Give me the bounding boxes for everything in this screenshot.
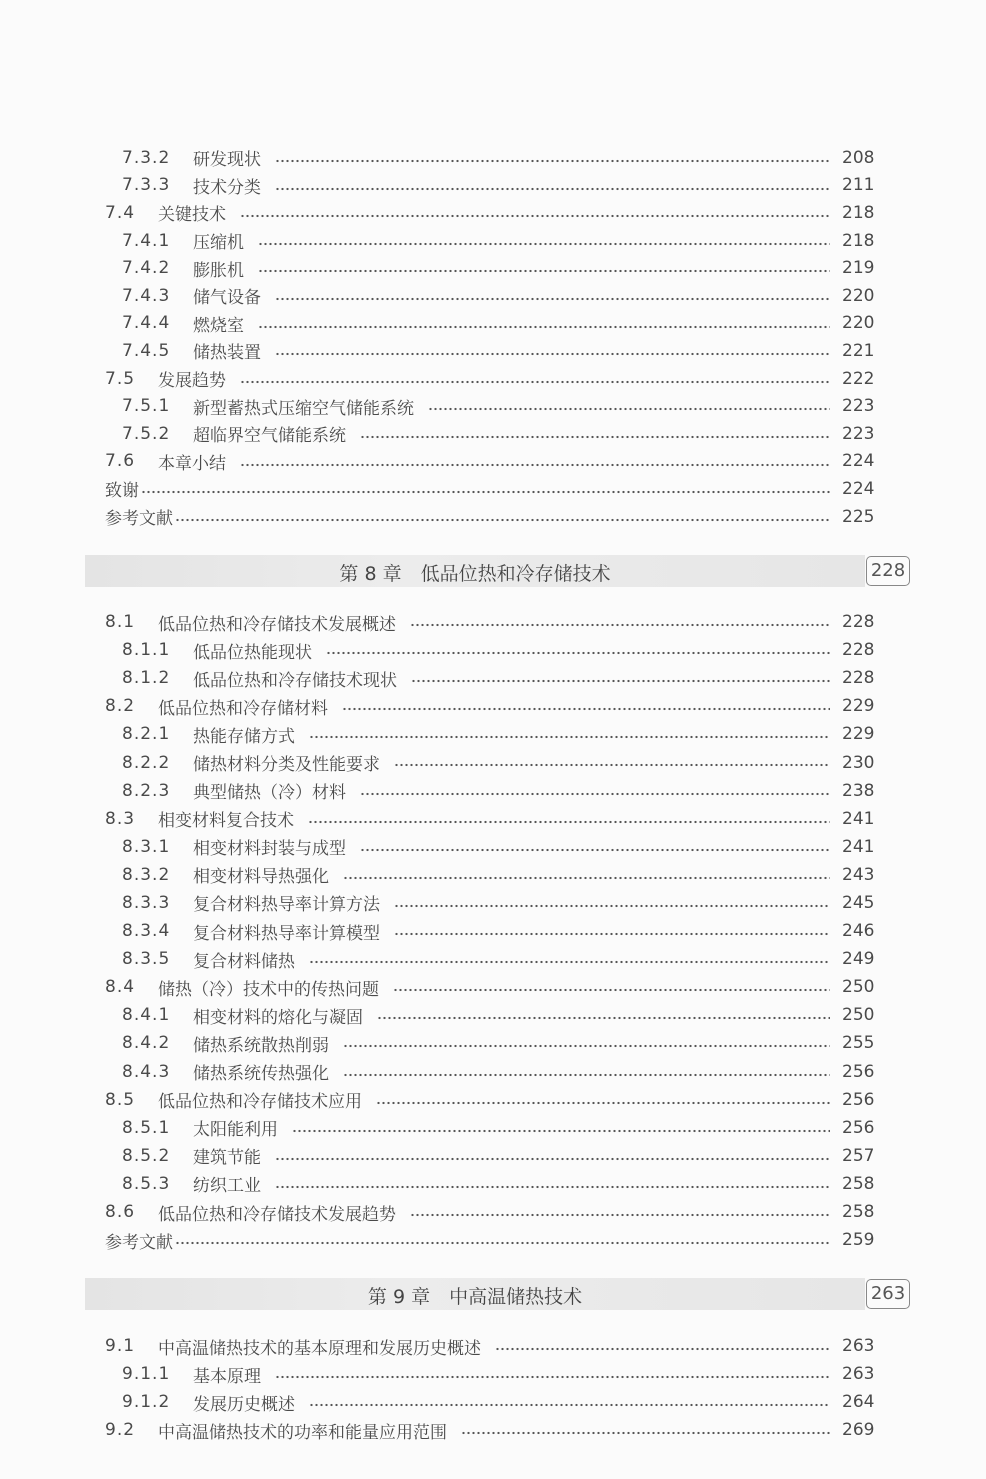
entry-title: 储气设备 (193, 288, 261, 309)
dot-leader (360, 848, 830, 852)
entry-number: 8.1.2 (122, 668, 171, 689)
dot-leader (326, 651, 830, 655)
entry-number: 7.5.1 (122, 396, 171, 417)
toc-entry[interactable] (0, 917, 986, 945)
entry-title: 低品位热和冷存储技术现状 (193, 670, 397, 691)
entry-page-number: 264 (842, 1392, 875, 1412)
entry-number: 8.5 (105, 1089, 136, 1110)
dot-leader (240, 214, 830, 218)
toc-entry[interactable] (0, 365, 986, 393)
entry-number: 8.3.3 (122, 892, 171, 913)
entry-page-number: 230 (842, 752, 875, 773)
dot-leader (410, 623, 830, 627)
dot-leader (309, 735, 830, 739)
toc-entry[interactable] (0, 1058, 986, 1086)
toc-entry[interactable] (0, 664, 986, 692)
entry-number: 9.2 (105, 1420, 136, 1440)
entry-page-number: 221 (842, 340, 875, 361)
toc-entry[interactable] (0, 448, 986, 476)
dot-leader (343, 876, 830, 880)
dot-leader (343, 1073, 830, 1077)
toc-entry[interactable] (0, 748, 986, 776)
entry-number: 7.6 (105, 451, 136, 472)
toc-entry[interactable] (0, 172, 986, 200)
toc-entry[interactable] (0, 1001, 986, 1029)
entry-page-number: 220 (842, 285, 875, 306)
entry-number: 8.2.3 (122, 780, 171, 801)
entry-number: 8.4.2 (122, 1033, 171, 1054)
entry-title: 相变材料复合技术 (158, 811, 294, 832)
toc-entry[interactable] (0, 636, 986, 664)
entry-page-number: 219 (842, 258, 875, 279)
entry-number: 7.5 (105, 368, 136, 389)
dot-leader (275, 352, 830, 356)
entry-title: 相变材料导热强化 (193, 867, 329, 888)
entry-page-number: 211 (842, 175, 875, 196)
toc-entry[interactable] (0, 254, 986, 282)
dot-leader (342, 707, 830, 711)
toc-entry[interactable] (0, 945, 986, 973)
entry-title: 低品位热能现状 (193, 642, 312, 663)
dot-leader (410, 1213, 830, 1217)
entry-number: 8.3.1 (122, 836, 171, 857)
toc-entry[interactable] (0, 1029, 986, 1057)
toc-entry[interactable] (0, 420, 986, 448)
entry-number: 8.6 (105, 1202, 136, 1223)
toc-entry[interactable] (0, 1416, 986, 1444)
entry-page-number: 257 (842, 1145, 875, 1166)
toc-entry[interactable] (0, 805, 986, 833)
dot-leader (394, 932, 830, 936)
toc-entry[interactable] (0, 282, 986, 310)
dot-leader (343, 1044, 830, 1048)
dot-leader (258, 269, 830, 273)
entry-number: 8.5.2 (122, 1145, 171, 1166)
entry-page-number: 241 (842, 808, 875, 829)
chapter-header (85, 1278, 865, 1310)
dot-leader (308, 820, 830, 824)
entry-title: 相变材料封装与成型 (193, 839, 346, 860)
dot-leader (495, 1347, 830, 1351)
dot-leader (240, 463, 830, 467)
toc-entry[interactable] (0, 777, 986, 805)
entry-number: 7.4.1 (122, 230, 171, 251)
toc-entry[interactable] (0, 144, 986, 172)
toc-entry[interactable] (0, 720, 986, 748)
entry-title: 低品位热和冷存储材料 (158, 698, 328, 719)
toc-entry[interactable] (0, 227, 986, 255)
entry-title: 燃烧室 (193, 315, 244, 336)
entry-page-number: 259 (842, 1230, 875, 1251)
entry-number: 7.5.2 (122, 423, 171, 444)
toc-entry[interactable] (0, 1226, 986, 1254)
toc-entry[interactable] (0, 1198, 986, 1226)
dot-leader (411, 679, 830, 683)
entry-page-number: 249 (842, 949, 875, 970)
entry-page-number: 243 (842, 864, 875, 885)
entry-number: 9.1.1 (122, 1364, 171, 1384)
dot-leader (275, 297, 830, 301)
entry-number: 8.3 (105, 808, 136, 829)
toc-entry[interactable] (0, 833, 986, 861)
dot-leader (394, 763, 830, 767)
entry-title: 研发现状 (193, 150, 261, 171)
entry-number: 8.4.1 (122, 1005, 171, 1026)
entry-number: 8.2 (105, 696, 136, 717)
toc-entry[interactable] (0, 1388, 986, 1416)
entry-title: 储热系统传热强化 (193, 1064, 329, 1085)
entry-page-number: 263 (842, 1336, 875, 1356)
dot-leader (376, 1101, 830, 1105)
entry-title: 低品位热和冷存储技术发展趋势 (158, 1204, 396, 1225)
entry-title: 新型蓄热式压缩空气储能系统 (193, 398, 414, 419)
toc-entry[interactable] (0, 973, 986, 1001)
toc-entry[interactable] (0, 199, 986, 227)
entry-title: 压缩机 (193, 233, 244, 254)
toc-entry[interactable] (0, 1170, 986, 1198)
chapter-title: 第 9 章 中高温储热技术 (367, 1286, 583, 1308)
entry-number: 8.3.2 (122, 864, 171, 885)
entry-title: 储热（冷）技术中的传热问题 (158, 979, 379, 1000)
entry-page-number: 256 (842, 1089, 875, 1110)
dot-leader (275, 1157, 830, 1161)
entry-number: 9.1.2 (122, 1392, 171, 1412)
toc-entry[interactable] (0, 889, 986, 917)
toc-entry[interactable] (0, 1114, 986, 1142)
toc-entry[interactable] (0, 310, 986, 338)
dot-leader (275, 1375, 830, 1379)
entry-title: 复合材料储热 (193, 951, 295, 972)
entry-title: 基本原理 (193, 1366, 261, 1387)
entry-title: 储热装置 (193, 343, 261, 364)
entry-number: 8.2.1 (122, 724, 171, 745)
entry-page-number: 263 (842, 1364, 875, 1384)
entry-title: 发展历史概述 (193, 1394, 295, 1415)
toc-entry[interactable] (0, 503, 986, 531)
entry-number: 7.4.5 (122, 340, 171, 361)
entry-page-number: 208 (842, 147, 875, 168)
dot-leader (258, 325, 830, 329)
entry-page-number: 220 (842, 313, 875, 334)
entry-number: 8.1 (105, 612, 136, 633)
toc-entry[interactable] (0, 337, 986, 365)
dot-leader (428, 407, 830, 411)
entry-title: 典型储热（冷）材料 (193, 783, 346, 804)
chapter-page-number: 228 (866, 556, 910, 586)
entry-page-number: 228 (842, 668, 875, 689)
toc-section (0, 144, 986, 530)
dot-leader (309, 960, 830, 964)
dot-leader (461, 1431, 830, 1435)
toc-entry[interactable] (0, 1332, 986, 1360)
entry-number: 8.1.1 (122, 640, 171, 661)
entry-page-number: 250 (842, 1005, 875, 1026)
entry-page-number: 269 (842, 1420, 875, 1440)
entry-title: 储热材料分类及性能要求 (193, 755, 380, 776)
entry-page-number: 238 (842, 780, 875, 801)
dot-leader (377, 1016, 830, 1020)
dot-leader (175, 518, 830, 522)
entry-title: 发展趋势 (158, 371, 226, 392)
entry-page-number: 223 (842, 396, 875, 417)
dot-leader (360, 792, 830, 796)
entry-title: 建筑节能 (193, 1148, 261, 1169)
toc-entry[interactable] (0, 692, 986, 720)
toc-entry[interactable] (0, 392, 986, 420)
toc-section (0, 1332, 986, 1444)
dot-leader (258, 242, 830, 246)
entry-number: 7.3.3 (122, 175, 171, 196)
dot-leader (292, 1129, 830, 1133)
entry-title: 本章小结 (158, 453, 226, 474)
entry-page-number: 229 (842, 696, 875, 717)
entry-number: 7.4.3 (122, 285, 171, 306)
dot-leader (141, 490, 830, 494)
dot-leader (275, 159, 830, 163)
entry-page-number: 225 (842, 506, 875, 527)
toc-entry[interactable] (0, 1086, 986, 1114)
entry-page-number: 224 (842, 451, 875, 472)
entry-number: 7.4 (105, 202, 136, 223)
entry-page-number: 255 (842, 1033, 875, 1054)
entry-page-number: 218 (842, 202, 875, 223)
toc-entry[interactable] (0, 608, 986, 636)
entry-title: 参考文献 (105, 1232, 173, 1253)
entry-page-number: 222 (842, 368, 875, 389)
entry-page-number: 256 (842, 1117, 875, 1138)
entry-title: 技术分类 (193, 177, 261, 198)
entry-page-number: 223 (842, 423, 875, 444)
entry-page-number: 218 (842, 230, 875, 251)
dot-leader (275, 1185, 830, 1189)
toc-entry[interactable] (0, 1142, 986, 1170)
entry-title: 储热系统散热削弱 (193, 1035, 329, 1056)
entry-page-number: 224 (842, 478, 875, 499)
dot-leader (175, 1241, 830, 1245)
entry-title: 致谢 (105, 481, 139, 502)
entry-title: 参考文献 (105, 509, 173, 530)
entry-title: 复合材料热导率计算方法 (193, 895, 380, 916)
entry-number: 8.5.3 (122, 1173, 171, 1194)
entry-number: 7.3.2 (122, 147, 171, 168)
entry-number: 8.3.4 (122, 921, 171, 942)
entry-title: 低品位热和冷存储技术应用 (158, 1092, 362, 1113)
toc-entry[interactable] (0, 861, 986, 889)
entry-number: 7.4.2 (122, 258, 171, 279)
entry-number: 8.2.2 (122, 752, 171, 773)
entry-page-number: 241 (842, 836, 875, 857)
entry-page-number: 246 (842, 921, 875, 942)
toc-entry[interactable] (0, 1360, 986, 1388)
entry-page-number: 228 (842, 640, 875, 661)
entry-page-number: 245 (842, 892, 875, 913)
entry-title: 太阳能利用 (193, 1120, 278, 1141)
entry-page-number: 256 (842, 1061, 875, 1082)
dot-leader (393, 988, 830, 992)
entry-number: 9.1 (105, 1336, 136, 1356)
entry-number: 8.3.5 (122, 949, 171, 970)
entry-title: 相变材料的熔化与凝固 (193, 1007, 363, 1028)
entry-title: 纺织工业 (193, 1176, 261, 1197)
entry-number: 7.4.4 (122, 313, 171, 334)
entry-title: 中高温储热技术的基本原理和发展历史概述 (158, 1338, 481, 1359)
entry-page-number: 258 (842, 1173, 875, 1194)
entry-number: 8.4.3 (122, 1061, 171, 1082)
entry-title: 关键技术 (158, 205, 226, 226)
toc-section (0, 608, 986, 1254)
entry-title: 中高温储热技术的功率和能量应用范围 (158, 1422, 447, 1443)
toc-entry[interactable] (0, 475, 986, 503)
entry-number: 8.4 (105, 977, 136, 998)
dot-leader (309, 1403, 830, 1407)
entry-page-number: 228 (842, 612, 875, 633)
entry-number: 8.5.1 (122, 1117, 171, 1138)
dot-leader (275, 187, 830, 191)
chapter-header (85, 555, 865, 587)
entry-title: 超临界空气储能系统 (193, 426, 346, 447)
entry-page-number: 258 (842, 1202, 875, 1223)
entry-page-number: 229 (842, 724, 875, 745)
entry-page-number: 250 (842, 977, 875, 998)
entry-title: 热能存储方式 (193, 726, 295, 747)
dot-leader (360, 435, 830, 439)
entry-title: 低品位热和冷存储技术发展概述 (158, 614, 396, 635)
dot-leader (394, 904, 830, 908)
chapter-title: 第 8 章 低品位热和冷存储技术 (339, 563, 611, 585)
dot-leader (240, 380, 830, 384)
entry-title: 膨胀机 (193, 260, 244, 281)
chapter-page-number: 263 (866, 1279, 910, 1309)
entry-title: 复合材料热导率计算模型 (193, 923, 380, 944)
